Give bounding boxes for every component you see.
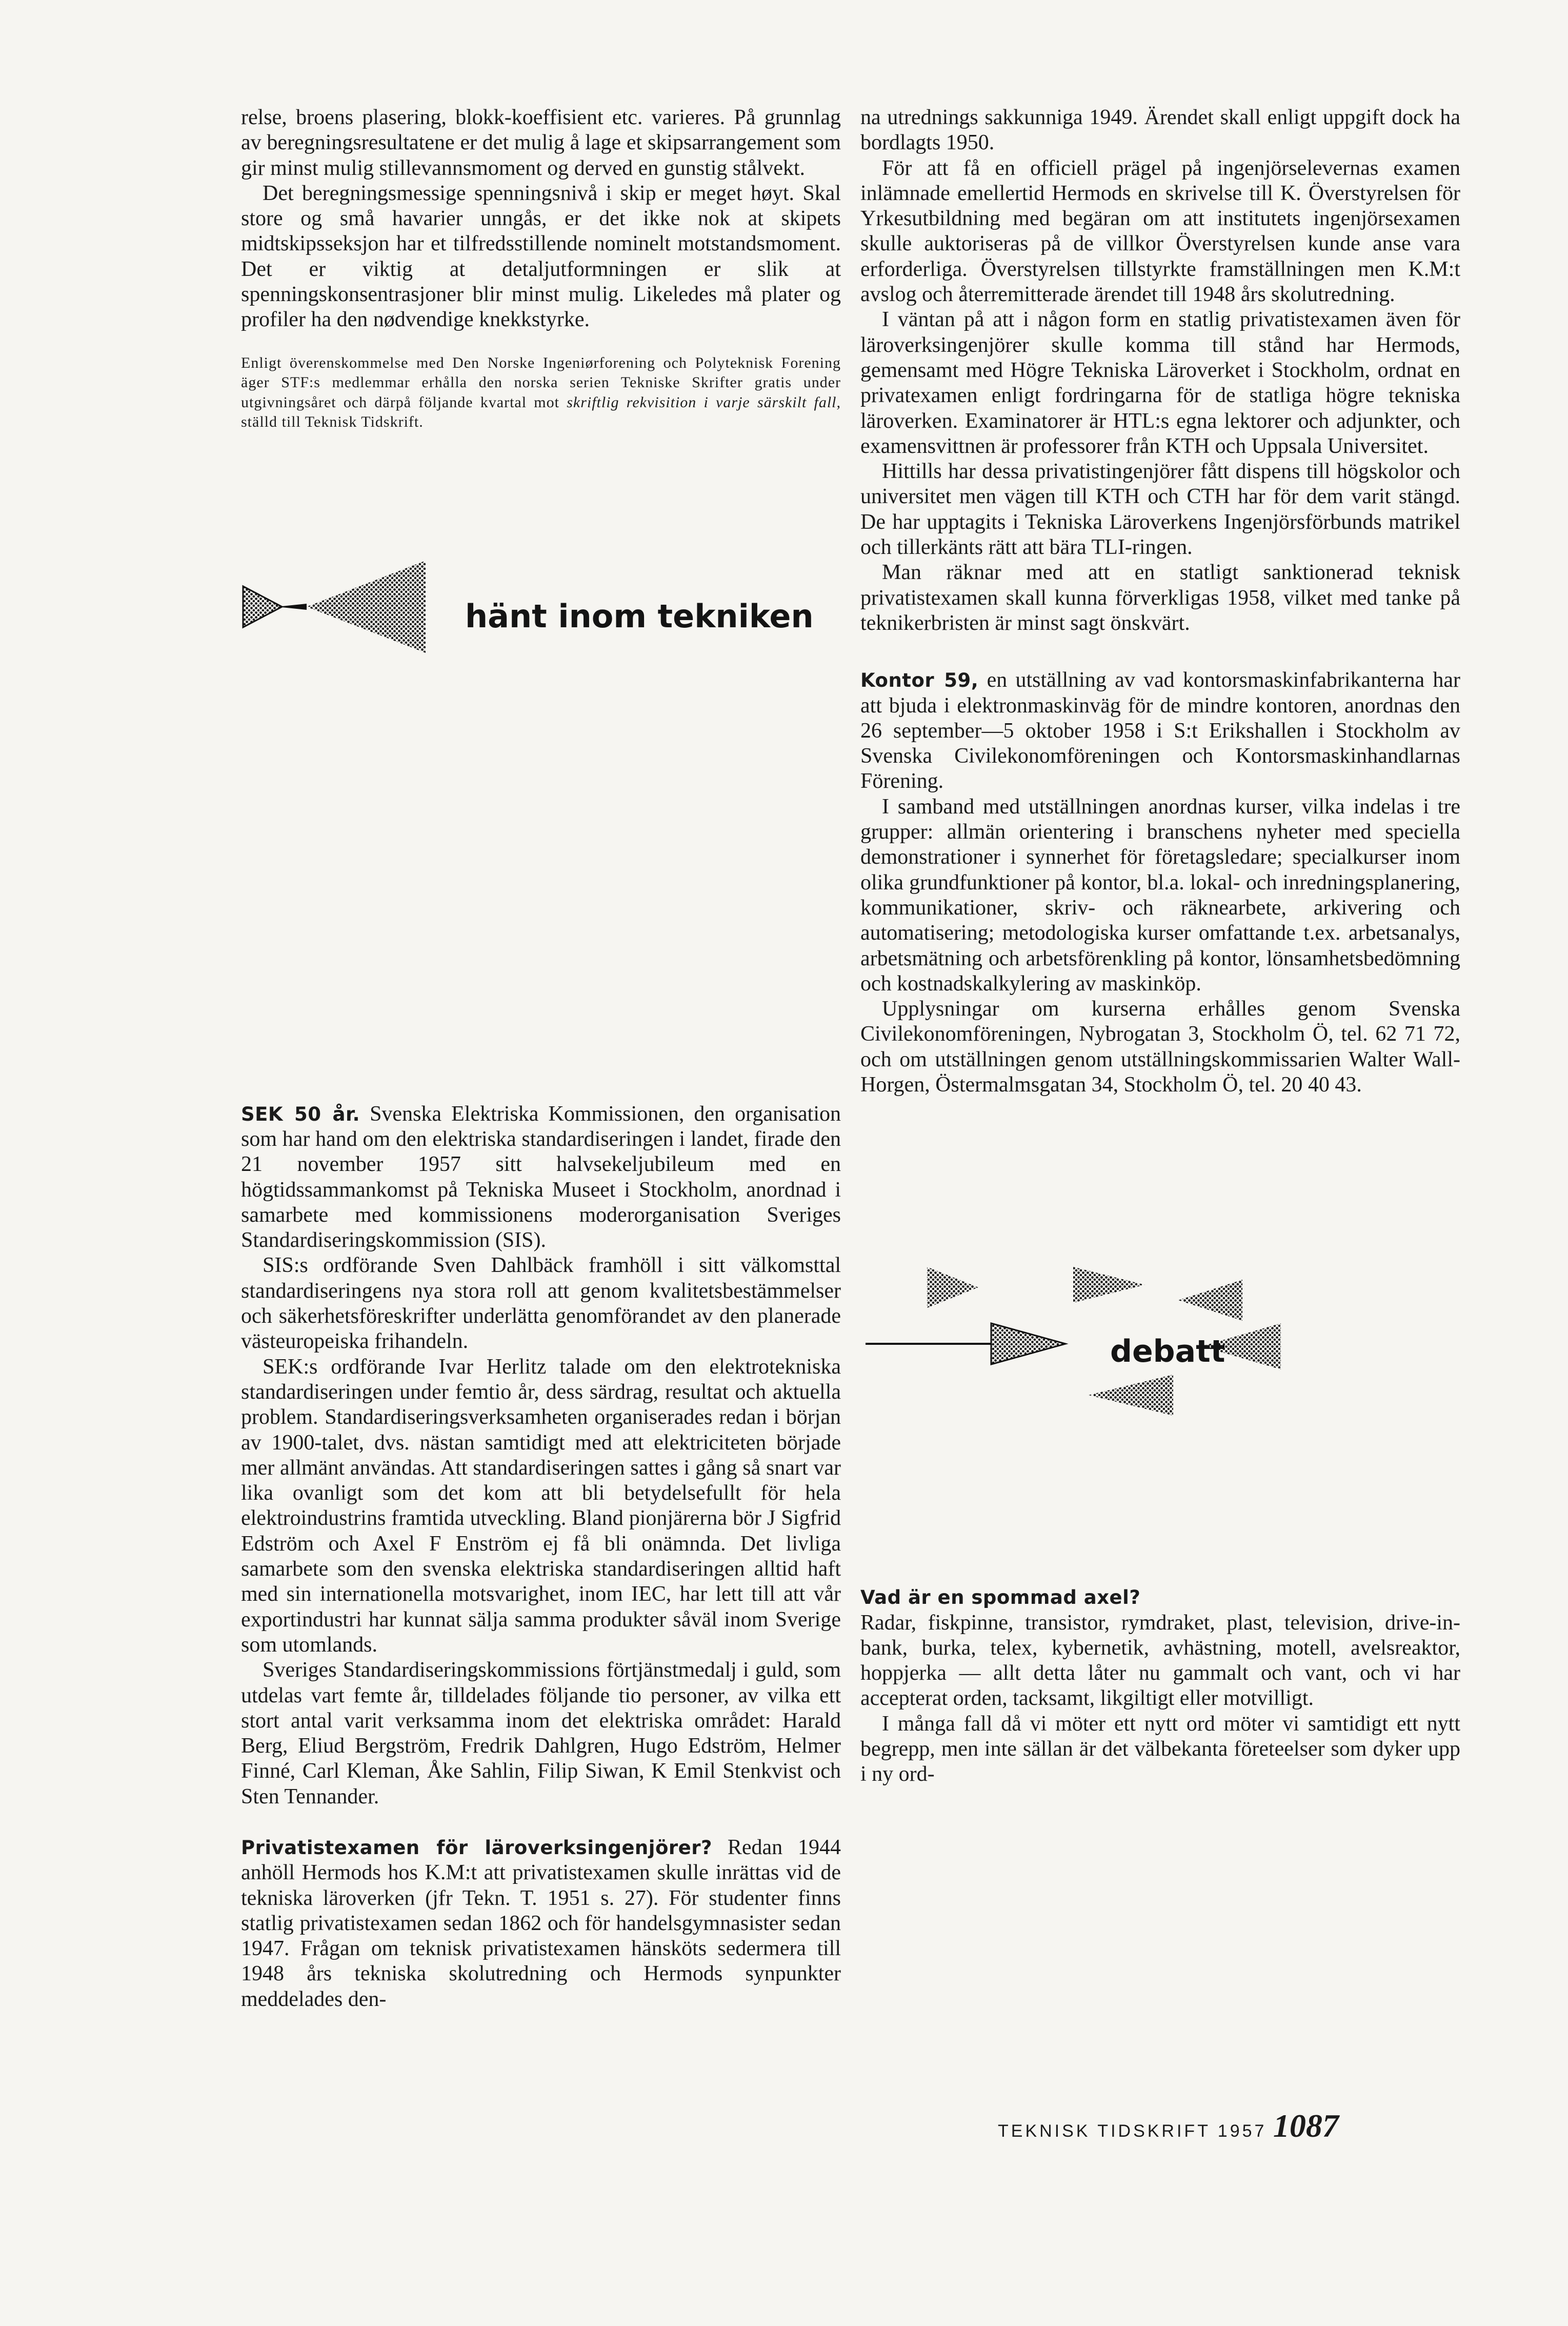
paragraph: Hittills har dessa privatistingenjörer fått dispens till högskolor och universitet men vägen till KTH och CTH har för dem varit stängd. De har upptagits i Tekniska Läroverkens Ingenjörsförbunds matrikel och tillerkänts rätt att bära TLI-ringen. [860,460,1460,560]
paragraph-text: Redan 1944 anhöll Hermods hos K.M:t att privatistexamen skulle inrättas vid de tekniska läroverken (jfr Tekn. T. 1951 s. 27). För studenter finns statlig privatistexamen sedan 1862 och för handelsgymnasister sedan 1947. Frågan om teknisk privatistexamen hänsköts sedermera till 1948 års tekniska skolutredning och Hermods synpunkter meddelades den- [241,1835,841,2011]
article-heading-privat: Privatistexamen för läroverksingenjörer? [241,1836,712,1859]
heading-line [860,1585,1460,1610]
section-title-debatt: debatt [1110,1334,1225,1370]
paragraph: SIS:s ordförande Sven Dahlbäck framhöll i sitt välkomsttal standardiseringens nya stora roll att genom kvalitetsbestämmelser och säkerhetsföreskrifter underlätta genomförandet av den planerade västeuropeiska frihandeln. [241,1254,841,1354]
paragraph: SEK:s ordförande Ivar Herlitz talade om den elektrotekniska standardiseringen under femtio år, dess särdrag, resultat och aktuella problem. Standardiseringsverksamheten organiserades redan i början av 1900-talet, dvs. nästan samtidigt med att elektriciteten började mer allmänt användas. Att standardiseringen sattes i gång så snart var lika ovanligt som det kom att bli betydelsefullt för hela elektroindustrins framtida utveckling. Bland pionjärerna bör J Sigfrid Edström och Axel F Enström ej få bli onämnda. Det livliga samarbete som den svenska elektriska standardiseringen alltid haft med sin internationella motsvarighet, inom IEC, har lett till att vår exportindustri har kunnat sälja samma produkter såväl inom Sverige som utomlands. [241,1355,841,1657]
hant-section [241,432,841,1102]
paragraph: Upplysningar om kurserna erhålles genom Svenska Civilekonomföreningen, Nybrogatan 3, Stockholm Ö, tel. 62 71 72, och om utställningen genom utställningskommissarien Walter Wall-Horgen, Östermalmsgatan 34, Stockholm Ö, tel. 20 40 43. [860,997,1460,1097]
kontor-first-paragraph [860,668,1460,794]
paragraph: relse, broens plasering, blokk-koeffisient etc. varieres. På grunnlag av beregningsresultatene er det mulig å lage et skipsarrangement som gir minst mulig stillevannsmoment og derved en gunstig stålvekt. [241,106,841,180]
article-heading-sek: SEK 50 år. [241,1103,360,1125]
paragraph-text: Svenska Elektriska Kommissionen, den organisation som har hand om den elektriska standardiseringen i landet, firade den 21 november 1957 sitt halvsekeljubileum med en högtidssammankomst på Tekniska Museet i Stockholm, anordnad i samarbete med kommissionens moderorganisation Sveriges Standardiseringskommission (SIS). [241,1102,841,1253]
note-italic: skriftlig rekvisition i varje särskilt fall, [567,393,841,411]
paragraph-text: en utställning av vad kontorsmaskinfabrikanterna har att bjuda i elektronmaskinväg för de mindre kontoren, anordnas den 26 september—5 oktober 1958 i S:t Erikshallen i Stockholm av Svenska Civilekonomföreningen och Kontorsmaskinhandlarnas Förening. [860,668,1460,793]
paragraph: I många fall då vi möter ett nytt ord möter vi samtidigt ett nytt begrepp, men inte sällan är det välbekanta företeelser som dyker upp i ny ord- [860,1712,1460,1786]
note-tail: ställd till Teknisk Tidskrift. [241,413,424,431]
arrow-logo-icon [241,561,431,653]
article-heading-kontor: Kontor 59, [860,669,979,692]
debatt-arrows-icon [860,1267,1322,1452]
paragraph: Det beregningsmessige spenningsnivå i skip er meget høyt. Skal store og små havarier unngås, er det ikke nok at skipets midtskipsseksjon har et tilfredsstillende nominelt motstandsmoment. Det er viktig at detaljutformningen er slik at spenningskonsentrasjoner blir minst mulig. Likeledes må plater og profiler ha den nødvendige knekkstyrke. [241,181,841,332]
magazine-name: TEKNISK TIDSKRIFT 1957 [998,2121,1267,2141]
paragraph: Radar, fiskpinne, transistor, rymdraket, plast, television, drive-in-bank, burka, telex, kybernetik, avhästning, motell, avelsreaktor, hoppjerka — allt detta låter nu gammalt och vant, och vi har accepterat orden, tacksamt, likgiltigt eller motvilligt. [860,1611,1460,1711]
paragraph: I väntan på att i någon form en statlig privatistexamen även för läroverksingenjörer skulle komma till stånd har Hermods, gemensamt med Högre Tekniska Läroverket i Stockholm, ordnat en privatexamen enligt fordringarna för de statliga högre tekniska läroverken. Examinatorer är HTL:s egna lektorer och adjunkter, och examensvittnen är professorer från KTH och Uppsala Universitet. [860,308,1460,458]
paragraph: na utrednings sakkunniga 1949. Ärendet skall enligt uppgift dock ha bordlagts 1950. [860,106,1460,155]
section-title-hant: hänt inom tekniken [465,597,814,635]
page-footer [998,2107,1339,2145]
right-column [860,105,1460,1787]
paragraph: Man räknar med att en statligt sanktionerad teknisk privatistexamen skall kunna förverkligas 1958, vilket med tanke på teknikerbristen är minst sagt önskvärt. [860,561,1460,635]
paragraph: Sveriges Standardiseringskommissions förtjänstmedalj i guld, som utdelas vart femte år, tilldelades följande tio personer, av vilka ett stort antal varit verksamma inom det elektriska området: Harald Berg, Eliud Bergström, Fredrik Dahlgren, Hugo Edström, Helmer Finné, Carl Kleman, Åke Sahlin, Filip Siwan, K Emil Stenkvist och Sten Tennander. [241,1658,841,1808]
editorial-note [241,353,841,432]
page-number: 1087 [1273,2108,1339,2144]
paragraph: I samband med utställningen anordnas kurser, vilka indelas i tre grupper: allmän orientering i branschens nyheter med speciella demonstrationer i synnerhet för företagsledare; specialkurser inom olika grundfunktioner på kontor, bl.a. lokal- och inredningsplanering, kommunikationer, skriv- och räknearbete, arkivering och automatisering; metodologiska kurser omfattande t.ex. arbetsanalys, arbetsmätning och arbetsförenkling på kontor, lönsamhetsbedömning och kostnadskalkylering av maskinköp. [860,794,1460,996]
article-heading-axel: Vad är en spommad axel? [860,1586,1141,1609]
note-text: Enligt överenskommelse med Den Norske Ingeniørforening och Polyteknisk Forening äger STF:s medlemmar erhålla den norska serien Tekniske Skrifter gratis under utgivningsåret och därpå följande kvartal mot [241,354,841,411]
debatt-section [860,1098,1460,1585]
paragraph: För att få en officiell prägel på ingenjörselevernas examen inlämnade emellertid Hermods en skrivelse till K. Överstyrelsen för Yrkesutbildning med begäran om att institutets ingenjörsexamen skulle auktoriseras på de villkor Överstyrelsen kunde anse vara erforderliga. Överstyrelsen tillstyrkte framställningen men K.M:t avslog och återremitterade ärendet till 1948 års skolutredning. [860,156,1460,307]
sek-first-paragraph [241,1102,841,1254]
privat-first-paragraph [241,1835,841,2012]
left-column [241,105,841,2012]
